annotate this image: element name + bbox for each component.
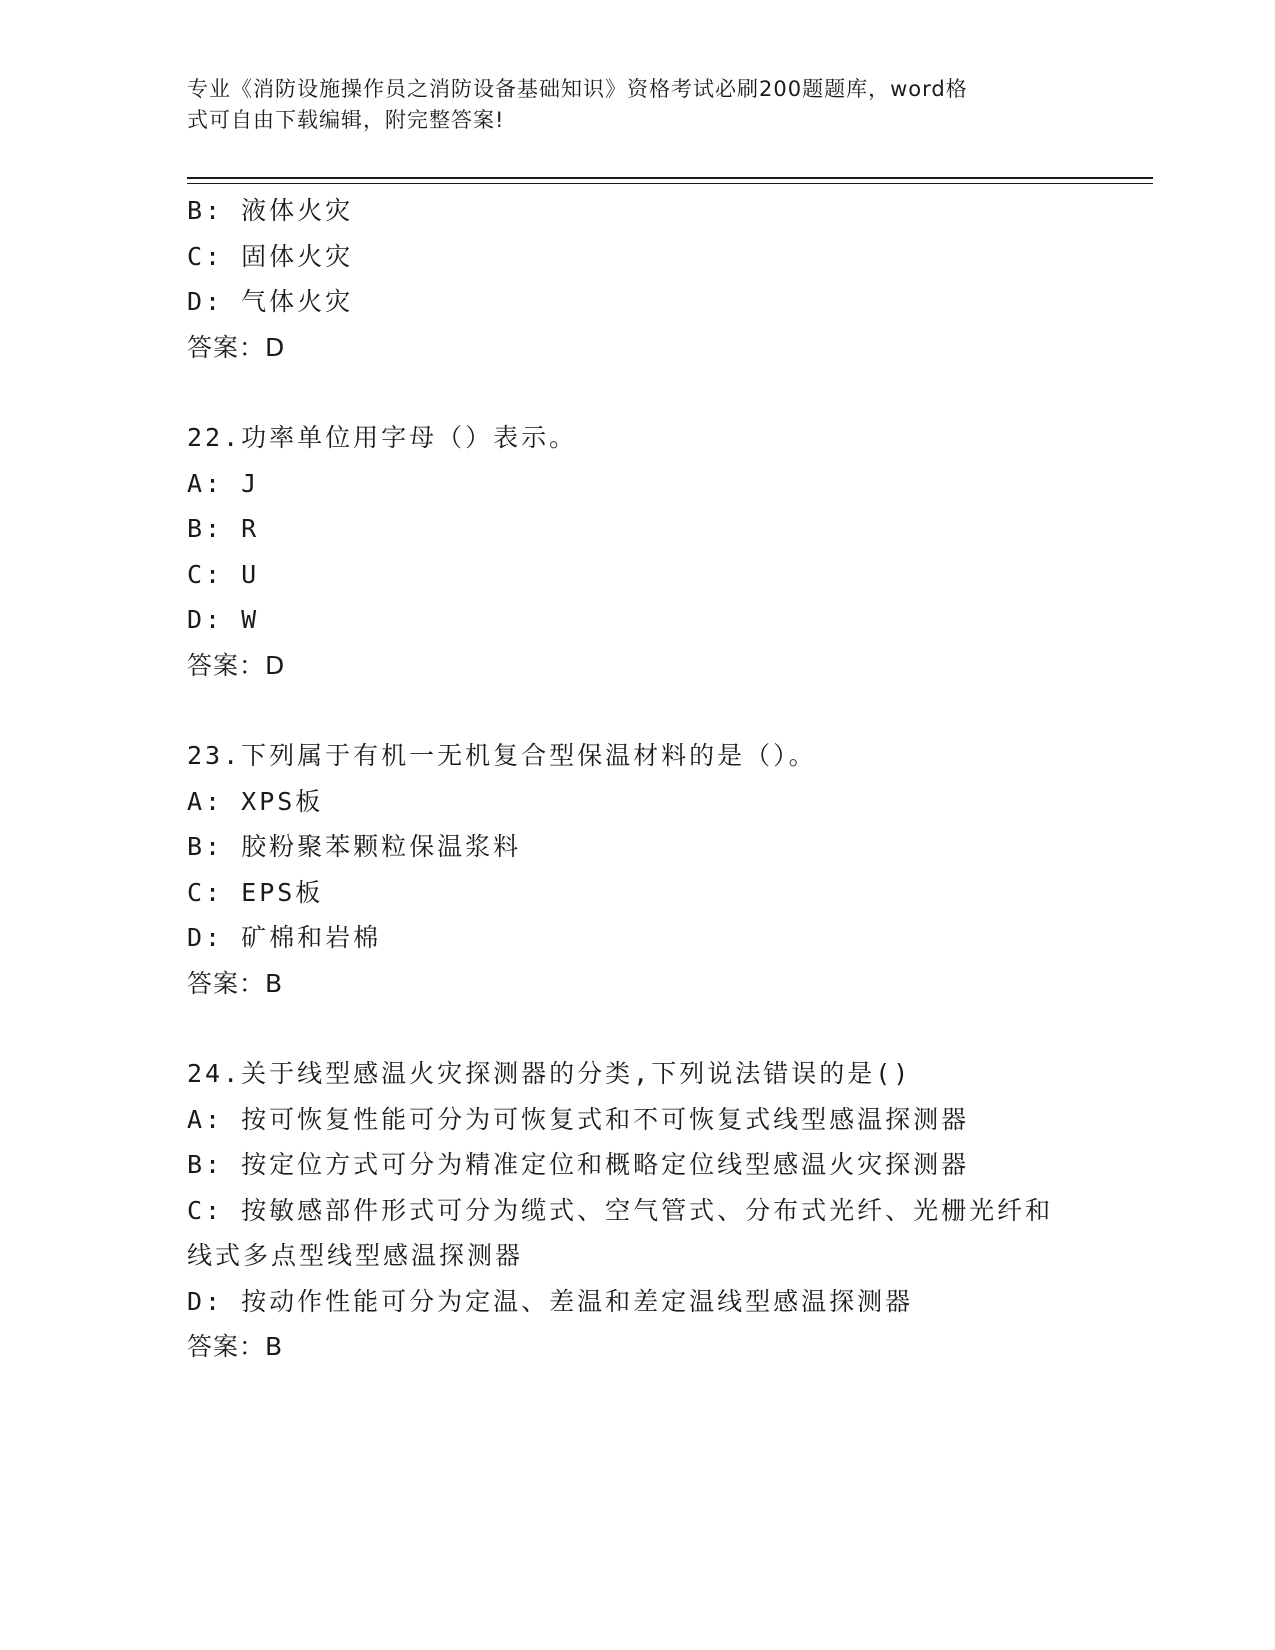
option-c-continued: 线式多点型线型感温探测器 [187,1241,524,1270]
option-c: C: U [187,559,260,589]
question-21-continued [187,188,1087,370]
option-a: A: J [187,468,260,498]
option-a: A: 按可恢复性能可分为可恢复式和不可恢复式线型感温探测器 [187,1104,970,1134]
document-header [187,74,1067,136]
option-b: B: 液体火灾 [187,196,354,225]
document-body [187,188,1087,1370]
option-d: D: 按动作性能可分为定温、差温和差定温线型感温探测器 [187,1286,914,1316]
question-stem: 22.功率单位用字母（）表示。 [187,423,578,452]
option-c: C: 按敏感部件形式可分为缆式、空气管式、分布式光纤、光栅光纤和 [187,1195,1054,1225]
option-d: D: 矿棉和岩棉 [187,923,382,952]
option-b: B: 胶粉聚苯颗粒保温浆料 [187,832,522,861]
question-24 [187,1051,1087,1370]
header-divider-thick [187,177,1153,179]
question-stem: 23.下列属于有机一无机复合型保温材料的是（）。 [187,741,817,770]
answer-line: 答案：B [187,968,284,998]
answer-line: 答案：B [187,1332,284,1361]
option-d: D: W [187,605,260,634]
option-a: A: XPS板 [187,786,324,816]
option-c: C: 固体火灾 [187,241,354,271]
option-b: B: R [187,514,260,543]
option-d: D: 气体火灾 [187,287,354,316]
header-title-line-1: 专业《消防设施操作员之消防设备基础知识》资格考试必刷200题题库，word格 [187,77,968,101]
header-title-line-2: 式可自由下载编辑，附完整答案! [187,108,505,132]
question-stem: 24.关于线型感温火灾探测器的分类,下列说法错误的是() [187,1059,912,1088]
option-c: C: EPS板 [187,877,324,907]
question-23 [187,733,1087,1006]
answer-line: 答案：D [187,650,286,680]
answer-line: 答案：D [187,332,286,362]
header-divider-thin [187,183,1153,184]
option-b: B: 按定位方式可分为精准定位和概略定位线型感温火灾探测器 [187,1150,970,1179]
question-22 [187,415,1087,688]
